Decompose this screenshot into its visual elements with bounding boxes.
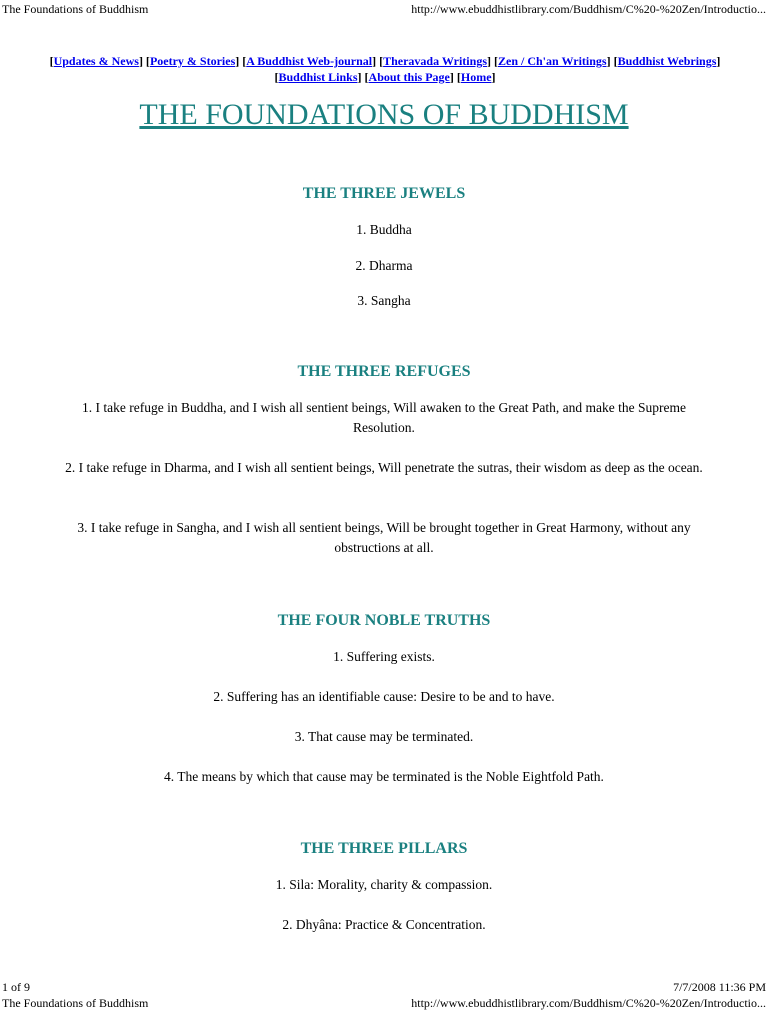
section-heading-three-jewels: THE THREE JEWELS bbox=[302, 185, 466, 202]
nav-link-home[interactable]: Home bbox=[460, 70, 492, 84]
list-item: 2. Suffering has an identifiable cause: Desire to be and to have. bbox=[213, 689, 555, 704]
list-item: 4. The means by which that cause may be terminated is the Noble Eightfold Path. bbox=[164, 769, 604, 784]
list-item: 3. That cause may be terminated. bbox=[294, 729, 474, 744]
section-heading-four-noble-truths: THE FOUR NOBLE TRUTHS bbox=[277, 612, 491, 629]
list-item: 3. I take refuge in Sangha, and I wish all sentient beings, Will be brought together in Great Harmony, without any obstructions at all. bbox=[77, 520, 691, 555]
list-item: 2. Dhyâna: Practice & Concentration. bbox=[282, 917, 486, 932]
nav-link-web-journal[interactable]: A Buddhist Web-journal bbox=[246, 54, 373, 68]
nav-link-theravada[interactable]: Theravada Writings bbox=[383, 54, 487, 68]
list-item: 1. Sila: Morality, charity & compassion. bbox=[275, 877, 493, 892]
header-title: The Foundations of Buddhism bbox=[2, 2, 149, 16]
nav-link-poetry[interactable]: Poetry & Stories bbox=[149, 54, 236, 68]
footer-title: The Foundations of Buddhism bbox=[2, 996, 149, 1010]
list-item: 3. Sangha bbox=[357, 293, 411, 308]
header-url: http://www.ebuddhistlibrary.com/Buddhism/C%20-%20Zen/Introductio... bbox=[411, 2, 766, 16]
list-item: 2. I take refuge in Dharma, and I wish all sentient beings, Will penetrate the sutras, their wisdom as deep as the ocean. bbox=[65, 460, 703, 475]
nav-link-updates[interactable]: Updates & News bbox=[53, 54, 139, 68]
nav-link-buddhist-links[interactable]: Buddhist Links bbox=[278, 70, 358, 84]
footer-url: http://www.ebuddhistlibrary.com/Buddhism/C%20-%20Zen/Introductio... bbox=[411, 996, 766, 1010]
nav-link-zen[interactable]: Zen / Ch'an Writings bbox=[497, 54, 607, 68]
print-datetime: 7/7/2008 11:36 PM bbox=[673, 980, 766, 994]
list-item: 1. Suffering exists. bbox=[333, 649, 435, 664]
list-item: 1. Buddha bbox=[356, 222, 412, 237]
list-item: 1. I take refuge in Buddha, and I wish all sentient beings, Will awaken to the Great Path, and make the Supreme Resolution. bbox=[82, 400, 686, 435]
nav-link-about[interactable]: About this Page bbox=[368, 70, 450, 84]
nav-link-webrings[interactable]: Buddhist Webrings bbox=[617, 54, 717, 68]
section-heading-three-pillars: THE THREE PILLARS bbox=[300, 840, 468, 857]
section-heading-three-refuges: THE THREE REFUGES bbox=[297, 363, 471, 380]
page-title: THE FOUNDATIONS OF BUDDHISM bbox=[139, 98, 629, 131]
nav-links: [Updates & News] [Poetry & Stories] [A Buddhist Web-journal] [Theravada Writings] [Zen / Ch'an Writings] [Buddhist Webrings] [Buddhist Links] [About this Page] [Home] bbox=[49, 54, 721, 84]
page-counter: 1 of 9 bbox=[2, 980, 30, 994]
list-item: 2. Dharma bbox=[355, 258, 413, 273]
